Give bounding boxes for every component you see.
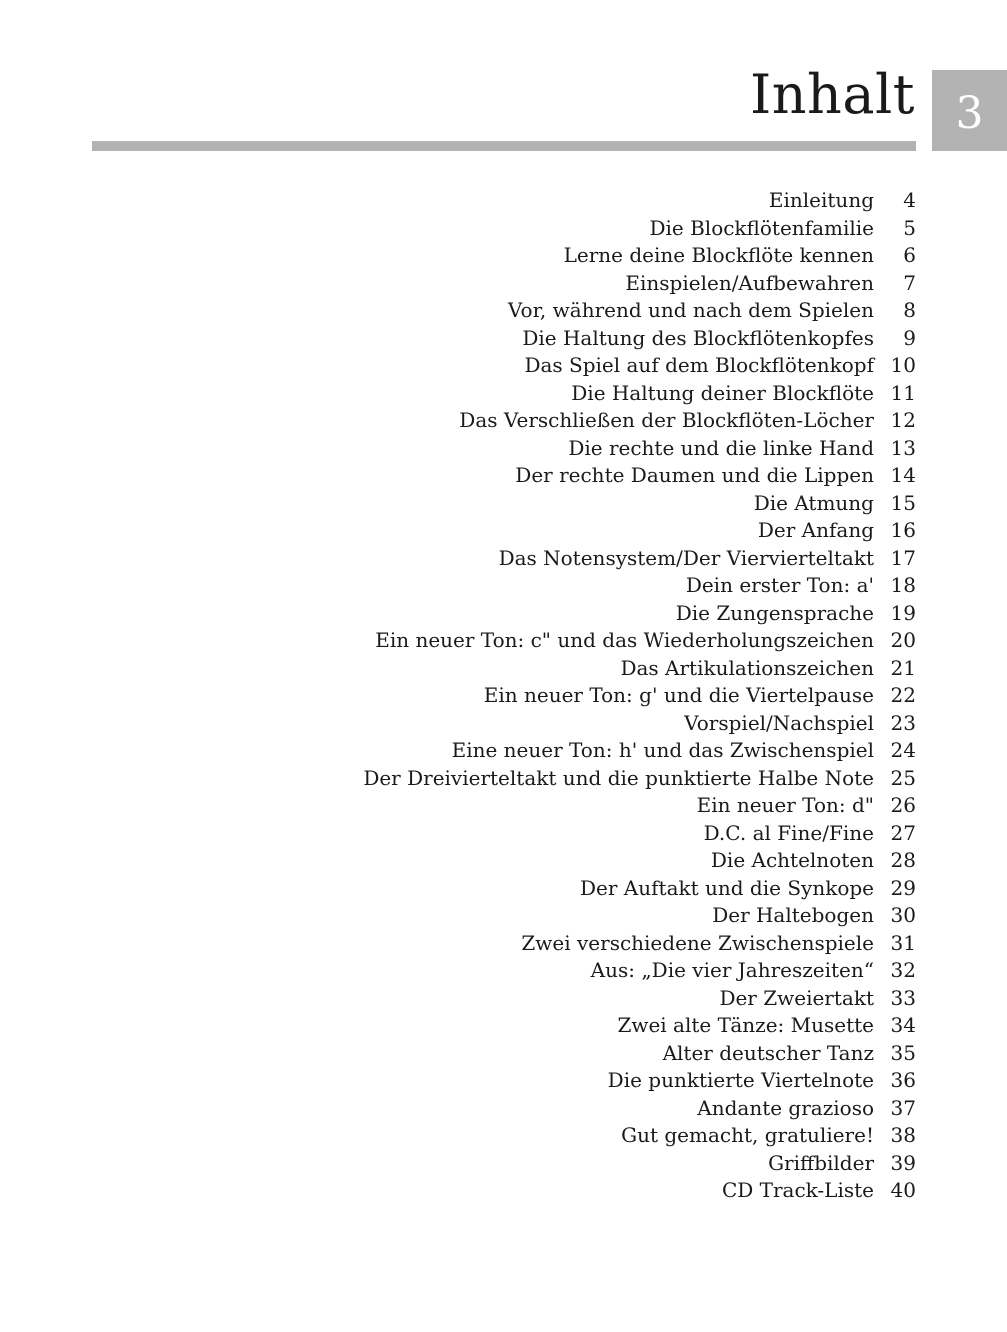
toc-entry [216,655,916,683]
toc-entry-title: Ein neuer Ton: c" und das Wiederholungszeichen [375,628,874,652]
toc-entry-page: 6 [903,243,916,267]
toc-entry-title: Die Haltung deiner Blockflöte [571,380,874,405]
toc-entry [216,1012,916,1040]
toc-entry [216,957,916,985]
toc-entry-title: Einspielen/Aufbewahren [625,270,874,295]
toc-entry-title: Der Dreivierteltakt und die punktierte Halbe Note [363,765,874,790]
toc-entry [216,325,916,353]
toc-entry-page: 33 [890,985,916,1010]
toc-entry [216,435,916,463]
toc-entry [216,627,916,655]
toc-entry-page: 25 [890,765,916,790]
toc-entry [216,737,916,765]
toc-entry-page: 15 [890,490,916,515]
toc-entry-page: 32 [890,958,916,982]
toc-entry-page: 4 [903,188,916,212]
toc-entry-page: 8 [903,298,916,322]
toc-entry [216,215,916,243]
toc-entry-title: Ein neuer Ton: d" [696,793,874,817]
toc-entry-title: D.C. al Fine/Fine [703,820,874,845]
toc-entry-title: Die Atmung [753,490,874,515]
toc-entry-title: Vor, während und nach dem Spielen [507,298,874,322]
toc-entry [216,985,916,1013]
toc-entry-title: Eine neuer Ton: h' und das Zwischenspiel [451,738,874,762]
toc-entry-page: 16 [890,518,916,542]
toc-entry [216,1150,916,1178]
toc-entry-page: 40 [890,1178,916,1202]
toc-entry-page: 13 [890,435,916,460]
toc-entry-title: Dein erster Ton: a' [685,573,874,597]
toc-entry-page: 26 [890,793,916,817]
toc-entry-title: Das Notensystem/Der Viervierteltakt [498,545,874,570]
toc-entry [216,517,916,545]
toc-entry [216,297,916,325]
toc-entry-page: 23 [890,710,916,735]
toc-entry-title: Die rechte und die linke Hand [568,435,874,460]
toc-entry-title: Lerne deine Blockflöte kennen [563,243,874,267]
toc-entry-title: Griffbilder [768,1150,874,1175]
toc-entry [216,820,916,848]
page-number: 3 [955,87,984,139]
toc-entry-page: 35 [890,1040,916,1065]
toc-entry-title: Die punktierte Viertelnote [607,1068,874,1092]
toc-entry-page: 10 [890,353,916,377]
toc-entry [216,187,916,215]
table-of-contents [216,187,916,1205]
toc-entry [216,1122,916,1150]
toc-entry-page: 18 [890,573,916,597]
toc-entry-title: Einleitung [768,188,874,212]
toc-entry-title: Das Artikulationszeichen [620,655,874,680]
toc-entry-title: Vorspiel/Nachspiel [684,710,874,735]
toc-entry-page: 14 [890,463,916,487]
toc-entry [216,545,916,573]
toc-entry [216,930,916,958]
toc-entry-title: Ein neuer Ton: g' und die Viertelpause [483,683,874,707]
toc-entry-title: Der Zweiertakt [719,985,874,1010]
toc-entry [216,792,916,820]
toc-entry-title: Andante grazioso [697,1095,874,1120]
toc-entry-page: 12 [890,408,916,432]
toc-entry-page: 28 [890,848,916,872]
toc-entry [216,710,916,738]
toc-entry-title: Alter deutscher Tanz [662,1040,874,1065]
toc-entry [216,380,916,408]
toc-entry-title: Die Zungensprache [675,600,874,625]
toc-entry-page: 19 [890,600,916,625]
toc-entry [216,1095,916,1123]
toc-entry [216,1177,916,1205]
toc-entry [216,270,916,298]
toc-entry-title: Der Haltebogen [712,903,874,927]
toc-entry [216,765,916,793]
toc-entry-page: 9 [903,325,916,350]
toc-entry-page: 30 [890,903,916,927]
toc-entry-title: Die Haltung des Blockflötenkopfes [522,325,874,350]
toc-entry-page: 39 [890,1150,916,1175]
toc-entry [216,1067,916,1095]
toc-entry-page: 27 [890,820,916,845]
toc-entry-title: Aus: „Die vier Jahreszeiten“ [590,958,874,982]
toc-entry-page: 5 [903,215,916,240]
toc-entry-title: Die Achtelnoten [710,848,874,872]
toc-entry-title: Das Spiel auf dem Blockflötenkopf [524,353,874,377]
page-number-tab [932,70,1007,151]
toc-entry-page: 29 [890,875,916,900]
toc-entry-title: Der rechte Daumen und die Lippen [515,463,874,487]
toc-entry [216,490,916,518]
toc-entry [216,1040,916,1068]
toc-entry [216,682,916,710]
toc-entry-page: 24 [890,738,916,762]
toc-entry-page: 38 [890,1123,916,1147]
toc-entry-title: Der Auftakt und die Synkope [580,875,874,900]
toc-entry [216,242,916,270]
toc-entry-page: 11 [890,380,916,405]
toc-entry [216,875,916,903]
toc-entry [216,902,916,930]
toc-entry-page: 20 [890,628,916,652]
toc-entry [216,407,916,435]
toc-entry-title: CD Track-Liste [721,1178,874,1202]
toc-entry-title: Der Anfang [757,518,874,542]
toc-entry-page: 22 [890,683,916,707]
toc-entry-title: Zwei alte Tänze: Musette [617,1013,874,1037]
toc-entry-page: 34 [890,1013,916,1037]
toc-entry-page: 7 [903,270,916,295]
toc-entry-title: Zwei verschiedene Zwischenspiele [521,930,874,955]
toc-entry [216,847,916,875]
toc-entry-title: Die Blockflötenfamilie [649,215,874,240]
toc-entry-page: 31 [890,930,916,955]
toc-entry-page: 17 [890,545,916,570]
header-rule [92,141,916,151]
toc-entry [216,600,916,628]
toc-entry-title: Das Verschließen der Blockflöten-Löcher [459,408,874,432]
toc-entry [216,352,916,380]
toc-entry-page: 36 [890,1068,916,1092]
toc-entry-page: 37 [890,1095,916,1120]
toc-entry [216,572,916,600]
toc-entry-page: 21 [890,655,916,680]
toc-entry [216,462,916,490]
toc-entry-title: Gut gemacht, gratuliere! [621,1123,874,1147]
page-title: Inhalt [749,63,915,126]
